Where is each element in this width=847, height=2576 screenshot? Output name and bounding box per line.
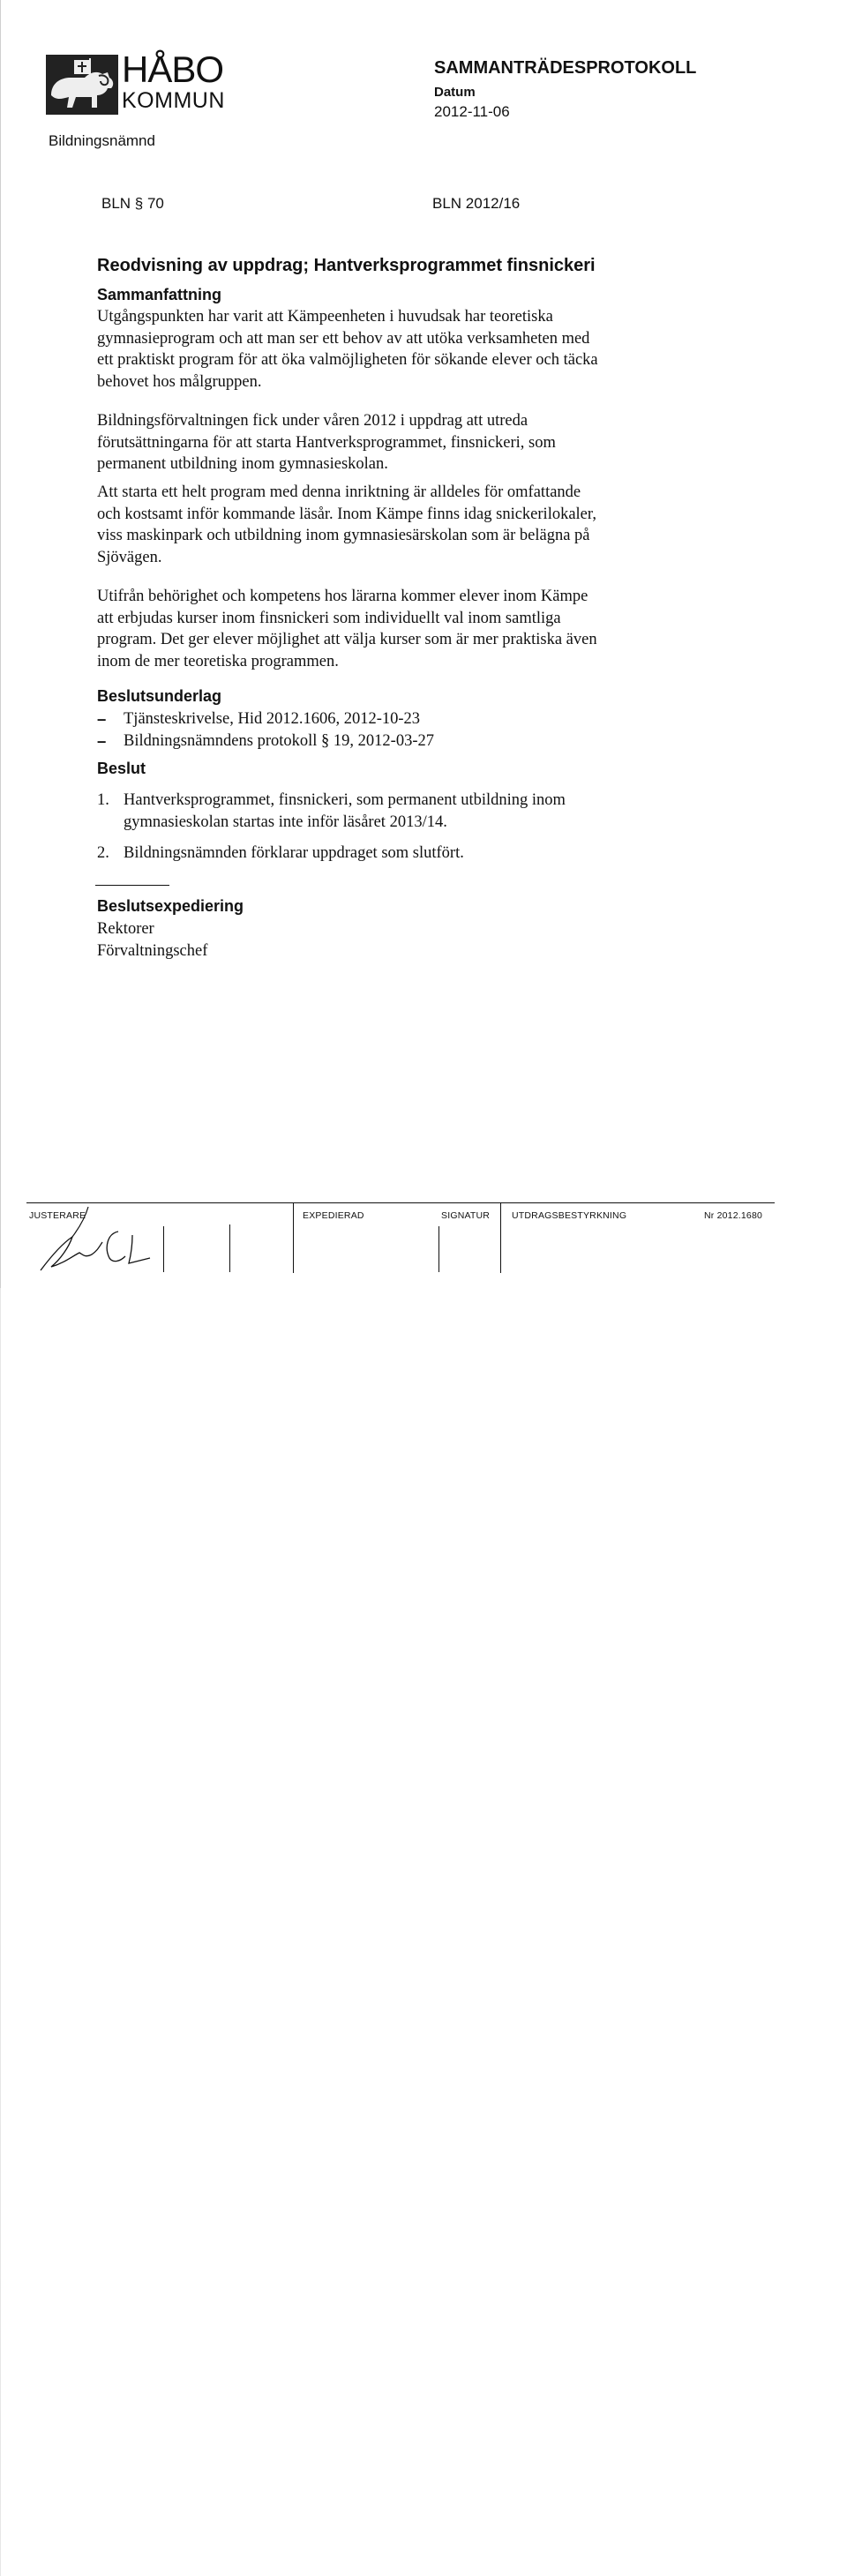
decision-item bbox=[97, 790, 671, 833]
item-number: 1. bbox=[97, 791, 109, 809]
text-line: ett praktiskt program för att öka valmöjligheten för sökande elever och täcka bbox=[97, 351, 598, 369]
habo-ram-coat-of-arms-icon bbox=[46, 55, 118, 115]
dash-icon: – bbox=[97, 709, 107, 728]
recipient-list bbox=[97, 918, 697, 962]
divider bbox=[95, 885, 169, 886]
paragraph-reference: BLN § 70 bbox=[101, 195, 164, 212]
page-edge-line bbox=[0, 1288, 1, 2576]
text-line: Bildningsnämnden förklarar uppdraget som slutfört. bbox=[124, 844, 464, 862]
logo-subtitle: KOMMUN bbox=[122, 88, 225, 113]
footer-label-signatur: SIGNATUR bbox=[441, 1210, 491, 1221]
item-number: 2. bbox=[97, 844, 109, 862]
footer-label-justerare: JUSTERARE bbox=[29, 1210, 86, 1221]
logo-name: HÅBO bbox=[122, 49, 224, 90]
footer-label-utdragsbestyrkning: UTDRAGSBESTYRKNING bbox=[512, 1210, 627, 1221]
text-line: Bildningsförvaltningen fick under våren 2012 i uppdrag att utreda bbox=[97, 412, 528, 430]
text-line: Utgångspunkten har varit att Kämpeenheten i huvudsak har teoretiska bbox=[97, 308, 553, 326]
footer-document-number: Nr 2012.1680 bbox=[704, 1210, 763, 1221]
recipient: Förvaltningschef bbox=[97, 941, 208, 960]
text-line: Utifrån behörighet och kompetens hos lärarna kommer elever inom Kämpe bbox=[97, 588, 588, 605]
footer-label-expedierad: EXPEDIERAD bbox=[303, 1210, 364, 1221]
signature-divider bbox=[229, 1224, 230, 1272]
page-edge-line bbox=[0, 0, 1, 1288]
text-line: permanent utbildning inom gymnasieskolan. bbox=[97, 455, 388, 473]
recipient: Rektorer bbox=[97, 920, 154, 938]
text-line: viss maskinpark och utbildning inom gymnasiesärskolan som är belägna på bbox=[97, 527, 590, 544]
text-line: Hantverksprogrammet, finsnickeri, som permanent utbildning inom bbox=[124, 791, 566, 809]
signature-divider bbox=[438, 1226, 439, 1272]
text-line: att erbjudas kurser inom finsnickeri som individuellt val inom samtliga bbox=[97, 609, 561, 627]
dash-icon: – bbox=[97, 731, 107, 750]
date-label: Datum bbox=[434, 85, 476, 100]
list-item-text: Tjänsteskrivelse, Hid 2012.1606, 2012-10-23 bbox=[124, 710, 421, 728]
decision-heading: Beslut bbox=[97, 760, 146, 777]
footer-divider bbox=[293, 1202, 294, 1273]
list-item bbox=[97, 708, 420, 730]
text-line: förutsättningarna för att starta Hantverksprogrammet, finsnickeri, som bbox=[97, 433, 556, 452]
paragraph-courses bbox=[97, 586, 697, 672]
committee-name: Bildningsnämnd bbox=[49, 132, 155, 149]
text-line: behovet hos målgruppen. bbox=[97, 372, 262, 391]
text-line: Sjövägen. bbox=[97, 548, 162, 566]
handwritten-signature bbox=[34, 1202, 166, 1277]
footer-divider bbox=[500, 1202, 501, 1273]
text-line: gymnasieskolan startas inte inför läsåret 2013/14. bbox=[124, 812, 447, 831]
summary-paragraph bbox=[97, 306, 697, 393]
paragraph-assessment bbox=[97, 482, 697, 568]
list-item bbox=[97, 730, 434, 753]
text-line: program. Det ger elever möjlighet att välja kurser som är mer praktiska även bbox=[97, 631, 597, 648]
basis-heading: Beslutsunderlag bbox=[97, 687, 222, 705]
decision-item bbox=[97, 842, 671, 865]
list-item-text: Bildningsnämndens protokoll § 19, 2012-03-27 bbox=[124, 732, 434, 750]
text-line: gymnasieprogram och att man ser ett behov av att utöka verksamheten med bbox=[97, 329, 590, 348]
date-value: 2012-11-06 bbox=[434, 103, 510, 120]
text-line: inom de mer teoretiska programmen. bbox=[97, 652, 339, 670]
document-type: SAMMANTRÄDESPROTOKOLL bbox=[434, 58, 697, 78]
text-line: Att starta ett helt program med denna inriktning är alldeles för omfattande bbox=[97, 483, 581, 501]
paragraph-assignment bbox=[97, 410, 697, 476]
page-title: Reodvisning av uppdrag; Hantverksprogrammet finsnickeri bbox=[97, 256, 596, 275]
summary-heading: Sammanfattning bbox=[97, 286, 222, 303]
text-line: och kostsamt inför kommande läsår. Inom Kämpe finns idag snickerilokaler, bbox=[97, 505, 596, 523]
expedition-heading: Beslutsexpediering bbox=[97, 897, 244, 915]
case-reference: BLN 2012/16 bbox=[432, 195, 521, 212]
